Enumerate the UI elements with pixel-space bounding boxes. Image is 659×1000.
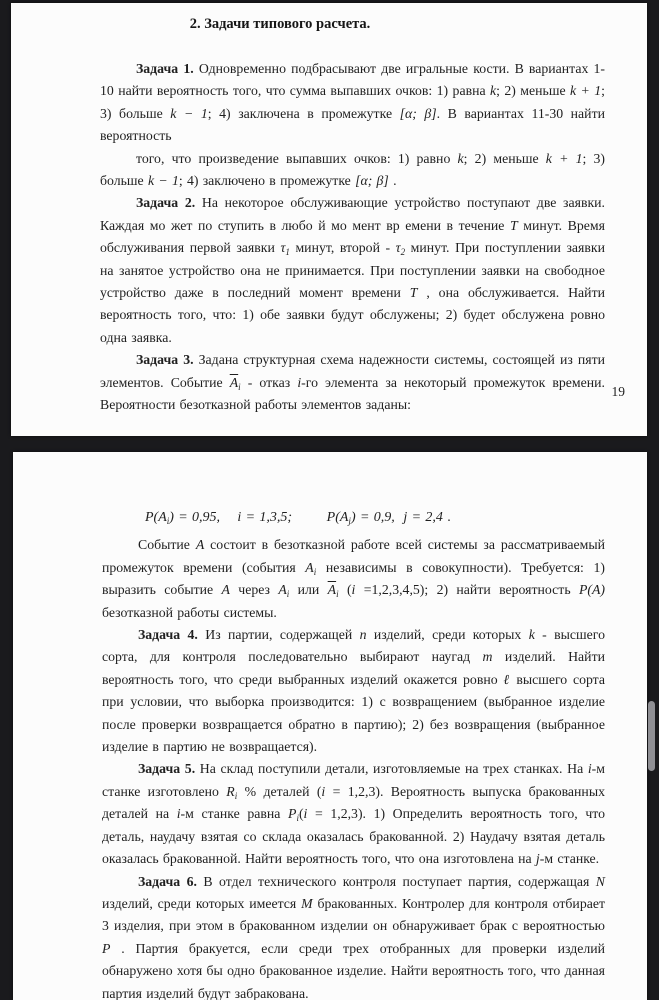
math-expression: k − 1 bbox=[170, 105, 208, 121]
text-run: -м станке равна bbox=[180, 806, 288, 822]
scrollbar-thumb[interactable] bbox=[648, 701, 655, 771]
math-expression: $\tau_1$ bbox=[280, 240, 290, 258]
math-expression: i bbox=[351, 582, 356, 598]
page-2-text-column bbox=[13, 452, 647, 1000]
text-run: Из партии, содержащей bbox=[197, 627, 360, 643]
problem-3-continuation bbox=[102, 534, 605, 624]
page-number: 19 bbox=[611, 384, 625, 399]
document-page-2 bbox=[13, 452, 647, 1000]
text-run: -м станке. bbox=[539, 851, 600, 867]
text-run: Событие bbox=[138, 537, 196, 553]
text-run: -го элемента за некоторый промежуток времени. Вероятности безотказной работы элементов заданы: bbox=[100, 374, 605, 413]
text-run: независимы в совокупности). Требуется: 1) выразить событие bbox=[102, 559, 605, 598]
math-expression: $\tau_2$ bbox=[395, 240, 406, 258]
text-run: изделий, среди которых bbox=[366, 627, 529, 643]
math-expression: ℓ bbox=[503, 671, 511, 687]
math-expression: P bbox=[102, 940, 111, 956]
text-run: ( bbox=[298, 806, 304, 822]
math-expression: $\overline{A}_i$ bbox=[229, 374, 241, 392]
text-run: высшего сорта при условии, что выборка производится: 1) с возвращением (выбранное изделие после проверки возвращается обратно в партию); 2) без возвращения (выбранное изделие в партию не возвращается). bbox=[102, 671, 605, 755]
math-expression: i bbox=[587, 761, 592, 777]
text-run: На склад поступили детали, изготовляемые на трех станках. На bbox=[195, 761, 588, 777]
text-run: ( bbox=[338, 582, 352, 598]
text-run: ; 3) больше bbox=[100, 83, 606, 121]
text-run: изделий. Найти вероятность того, что среди выбранных изделий окажется ровно bbox=[102, 649, 605, 687]
math-expression: A bbox=[195, 537, 205, 553]
text-run: - отказ bbox=[240, 374, 298, 390]
text-run: безотказной работы системы. bbox=[102, 604, 277, 620]
problem-label: Задача 2. bbox=[136, 195, 196, 211]
text-run: . bbox=[388, 173, 397, 189]
reliability-formula bbox=[145, 507, 605, 529]
math-expression: k bbox=[490, 83, 497, 99]
math-expression: T bbox=[409, 285, 418, 301]
problem-label: Задача 5. bbox=[138, 761, 196, 777]
page-1-text-column bbox=[11, 3, 647, 436]
text-run: , она обслуживается. Найти вероятность того, что: 1) обе заявки будут обслужены; 2) будет обслужена ровно одна заявка. bbox=[100, 285, 605, 345]
math-expression: M bbox=[301, 895, 313, 911]
text-run: . bbox=[442, 510, 451, 525]
text-run: = 1,2,3). Вероятность выпуска бракованных деталей на bbox=[102, 783, 605, 822]
text-run: того, что произведение выпавших очков: 1) равно bbox=[136, 150, 458, 166]
problem-label: Задача 6. bbox=[138, 873, 197, 889]
problem-6 bbox=[102, 871, 605, 1000]
text-run: На некоторое обслуживающие устройство поступают две заявки. Каждая мо жет по ступить в любо й мо мент вр емени в течение bbox=[100, 195, 606, 233]
math-expression: i = 1,3,5; bbox=[237, 510, 293, 525]
math-expression: i bbox=[321, 783, 326, 799]
math-expression: [α; β] bbox=[399, 105, 437, 121]
math-expression: k − 1 bbox=[147, 173, 179, 189]
math-expression: ) = 0,9, bbox=[350, 510, 395, 525]
text-run: ; 3) больше bbox=[100, 150, 606, 189]
text-run: -м станке изготовлено bbox=[102, 761, 605, 799]
math-expression: j bbox=[535, 851, 540, 867]
problem-2 bbox=[100, 192, 605, 349]
problem-4 bbox=[102, 624, 605, 758]
text-run: минут. Время обслуживания первой заявки bbox=[100, 217, 605, 256]
problem-5 bbox=[102, 758, 605, 870]
math-expression: $P_i$ bbox=[288, 806, 299, 824]
problem-1-continuation bbox=[100, 148, 605, 193]
text-run: или bbox=[289, 582, 328, 598]
problem-label: Задача 3. bbox=[136, 352, 194, 368]
problem-3 bbox=[100, 349, 605, 416]
text-run: % деталей ( bbox=[237, 783, 322, 799]
problem-label: Задача 4. bbox=[138, 627, 198, 643]
math-expression: A bbox=[221, 582, 230, 598]
problem-label: Задача 1. bbox=[136, 61, 194, 76]
text-run: ; 4) заключена в промежутке bbox=[207, 105, 400, 121]
math-expression: $P(A_i$ bbox=[145, 510, 170, 527]
math-expression: m bbox=[482, 649, 493, 665]
text-run: . Партия бракуется, если среди трех отобранных для проверки изделий обнаружено хотя бы одно бракованное изделие. Найти вероятность того, что данная партия изделий будут забракована. bbox=[102, 940, 605, 1000]
text-run: минут, второй - bbox=[289, 240, 396, 256]
math-expression: $P(A_j$ bbox=[326, 510, 351, 527]
math-expression: k + 1 bbox=[570, 83, 602, 99]
text-run: минут. При поступлении заявки на занятое устройство она не принимается. При поступлении заявки на свободное устройство даже в последний момент времени bbox=[100, 240, 605, 301]
text-run: бракованных. Контролер для контроля отбирает 3 изделия, при этом в бракованном изделии он обнаруживает брак с вероятностью bbox=[102, 895, 605, 934]
problem-1 bbox=[100, 58, 605, 148]
text-run: изделий, среди которых имеется bbox=[102, 895, 302, 911]
text-run: ; 2) меньше bbox=[496, 83, 570, 99]
math-expression: [α; β] bbox=[355, 173, 389, 189]
math-expression: k + 1 bbox=[545, 150, 583, 166]
text-run: Задана структурная схема надежности системы, состоящей из пяти элементов. Событие bbox=[100, 352, 606, 390]
text-run: ; 4) заключено в промежутке bbox=[178, 173, 356, 189]
math-expression: N bbox=[595, 873, 605, 889]
text-run: В отдел технического контроля поступает партия, содержащая bbox=[196, 873, 596, 889]
text-run: Одновременно подбрасывают две игральные кости. В вариантах 1-10 найти вероятность того, что сумма выпавших очков: 1) равна bbox=[100, 61, 606, 99]
math-expression: T bbox=[510, 217, 518, 233]
math-expression: k bbox=[457, 150, 464, 166]
math-expression: $A_i$ bbox=[278, 582, 290, 600]
math-expression: j = 2,4 bbox=[403, 510, 443, 525]
text-run: =1,2,3,4,5); 2) найти вероятность bbox=[355, 582, 579, 598]
math-expression: $A_i$ bbox=[305, 559, 317, 577]
math-expression: i bbox=[297, 374, 302, 390]
math-expression: P(A) bbox=[578, 582, 606, 598]
math-expression: $R_i$ bbox=[226, 783, 238, 801]
overline-symbol: $\overline{A}$ bbox=[327, 582, 337, 598]
math-expression: k bbox=[528, 627, 535, 643]
math-expression: i bbox=[303, 806, 308, 822]
text-run: через bbox=[229, 582, 279, 598]
text-run: = 1,2,3). 1) Определить вероятность того, что деталь, наудачу взятая со склада оказалась бракованной. 2) Наудачу взятая деталь оказалась бракованной. Найти вероятность того, что она изготовлена на bbox=[102, 806, 606, 867]
page-title: 2. Задачи типового расчета. bbox=[189, 16, 371, 32]
math-expression: i bbox=[176, 806, 181, 822]
document-page-1 bbox=[11, 3, 647, 436]
text-run: . В вариантах 11-30 найти вероятность bbox=[100, 105, 605, 144]
text-run: состоит в безотказной работе всей системы за рассматриваемый промежуток времени (события bbox=[102, 537, 605, 575]
overline-symbol: $\overline{A}$ bbox=[229, 374, 239, 390]
math-expression: n bbox=[359, 627, 367, 643]
text-run: ; 2) меньше bbox=[463, 150, 546, 166]
text-run: - высшего сорта, для контроля последовательно выбирают наугад bbox=[102, 627, 605, 665]
math-expression: $\overline{A}_i$ bbox=[327, 582, 339, 600]
math-expression: ) = 0,95, bbox=[169, 510, 221, 525]
